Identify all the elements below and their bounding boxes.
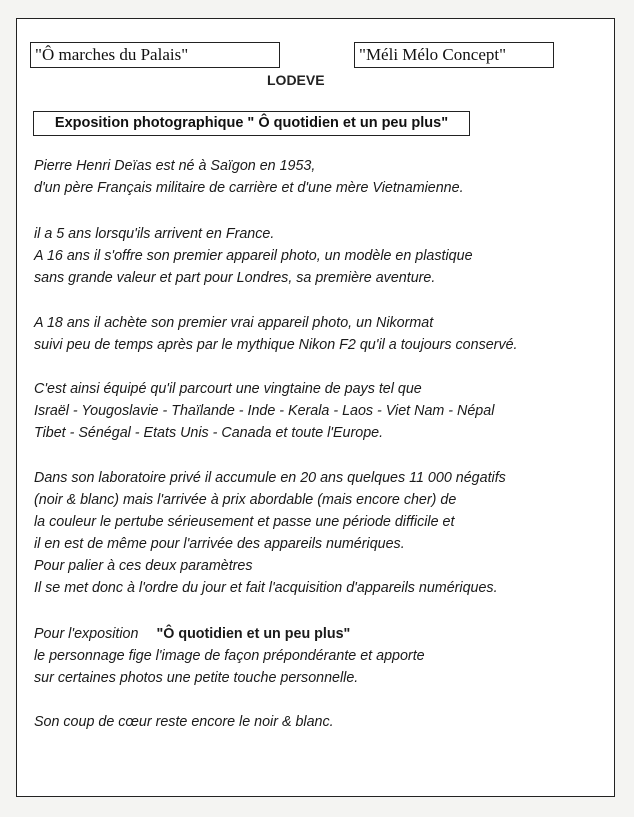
text-line: suivi peu de temps après par le mythique Nikon F2 qu'il a toujours conservé. [34, 337, 518, 353]
paragraph-first-camera [34, 223, 473, 289]
text-line: il a 5 ans lorsqu'ils arrivent en France. [34, 226, 275, 242]
exhibition-title-ref: "Ô quotidien et un peu plus" [156, 626, 351, 642]
text-line: A 16 ans il s'offre son premier appareil photo, un modèle en plastique [34, 248, 473, 264]
text-line: il en est de même pour l'arrivée des appareils numériques. [34, 536, 405, 552]
text-line: (noir & blanc) mais l'arrivée à prix abordable (mais encore cher) de [34, 492, 457, 508]
paragraph-birth [34, 155, 464, 199]
paragraph-nikon [34, 312, 518, 356]
text-line: Israël - Yougoslavie - Thaïlande - Inde - Kerala - Laos - Viet Nam - Népal [34, 403, 495, 419]
paragraph-laboratory [34, 467, 506, 599]
city-name: LODEVE [267, 72, 325, 88]
brand-name-box: "Méli Mélo Concept" [354, 42, 554, 68]
text-line: sans grande valeur et part pour Londres, sa première aventure. [34, 270, 436, 286]
text-line: Il se met donc à l'ordre du jour et fait l'acquisition d'appareils numériques. [34, 580, 498, 596]
venue-name-box: "Ô marches du Palais" [30, 42, 280, 68]
paragraph-closing [34, 711, 334, 733]
text-line: Pour palier à ces deux paramètres [34, 558, 253, 574]
exhibition-intro: Pour l'exposition [34, 626, 139, 642]
text-line: Son coup de cœur reste encore le noir & blanc. [34, 714, 334, 730]
text-line [34, 623, 425, 645]
text-line: C'est ainsi équipé qu'il parcourt une vingtaine de pays tel que [34, 381, 422, 397]
exhibition-title: Exposition photographique " Ô quotidien et un peu plus" [33, 111, 470, 136]
text-line: Tibet - Sénégal - Etats Unis - Canada et toute l'Europe. [34, 425, 384, 441]
text-line: Dans son laboratoire privé il accumule en 20 ans quelques 11 000 négatifs [34, 470, 506, 486]
paragraph-exhibition [34, 623, 425, 689]
document-frame [16, 18, 615, 797]
text-line: sur certaines photos une petite touche personnelle. [34, 670, 359, 686]
text-line: Pierre Henri Deïas est né à Saïgon en 1953, [34, 158, 316, 174]
text-line: A 18 ans il achète son premier vrai appareil photo, un Nikormat [34, 315, 434, 331]
paragraph-travels [34, 378, 494, 444]
text-line: d'un père Français militaire de carrière et d'une mère Vietnamienne. [34, 180, 464, 196]
text-line: la couleur le pertube sérieusement et passe une période difficile et [34, 514, 455, 530]
text-line: le personnage fige l'image de façon prépondérante et apporte [34, 648, 425, 664]
